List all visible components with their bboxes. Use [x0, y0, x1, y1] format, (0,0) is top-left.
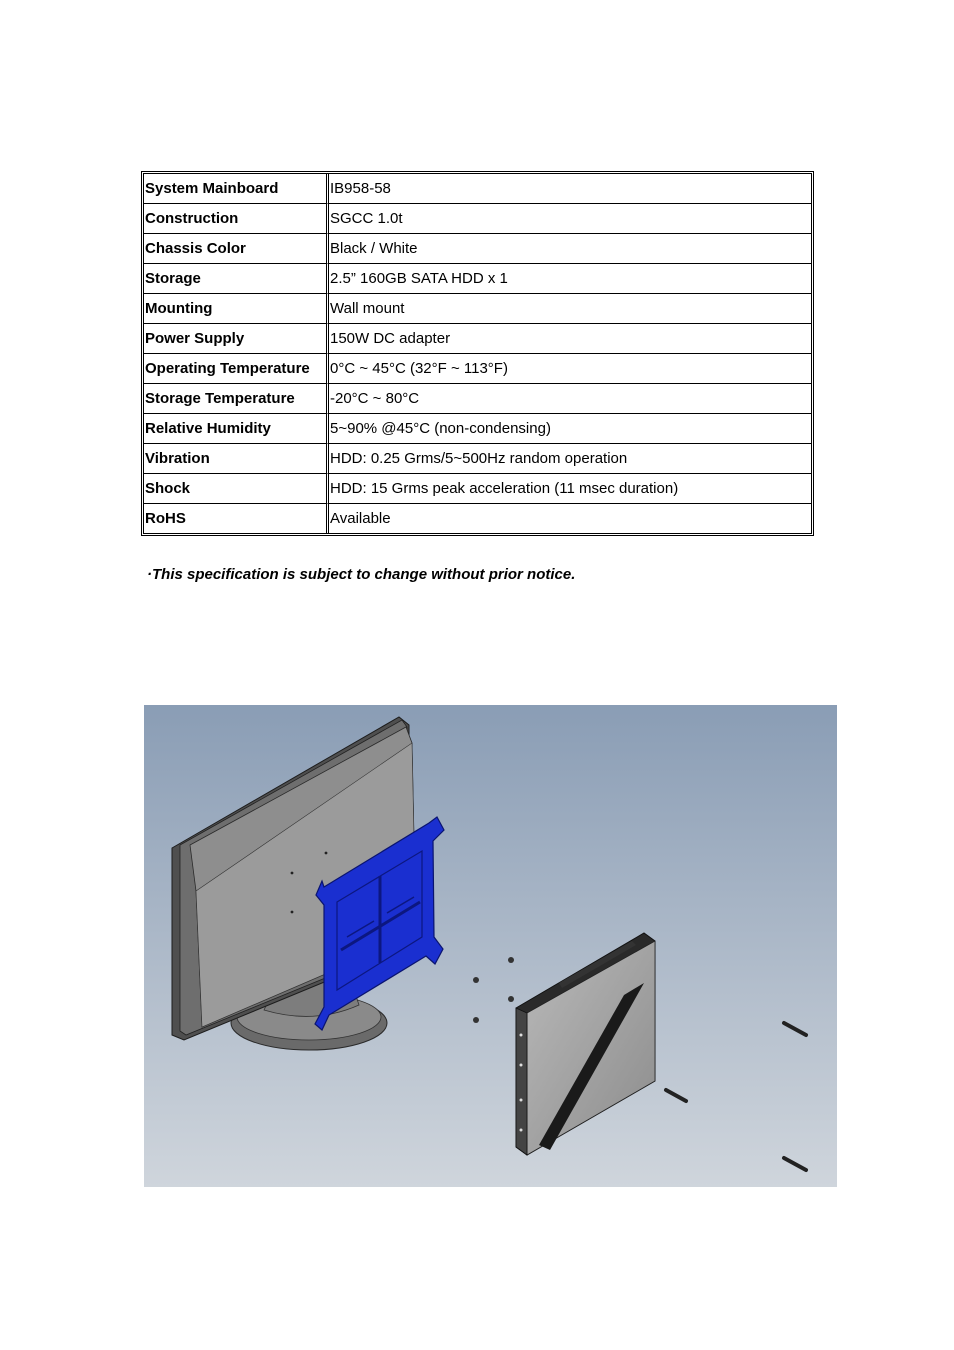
- spec-notice: ·This specification is subject to change without prior notice.: [147, 566, 576, 583]
- spec-label: Mounting: [144, 294, 329, 324]
- spec-value: -20°C ~ 80°C: [329, 384, 811, 414]
- spec-row-power-supply: [144, 324, 811, 354]
- spec-value: 2.5” 160GB SATA HDD x 1: [329, 264, 811, 294]
- spec-table: [143, 173, 812, 534]
- spec-row-shock: [144, 474, 811, 504]
- spec-row-relative-humidity: [144, 414, 811, 444]
- spec-value: SGCC 1.0t: [329, 204, 811, 234]
- spec-value: 5~90% @45°C (non-condensing): [329, 414, 811, 444]
- spec-row-system-mainboard: [144, 174, 811, 204]
- spec-label: Chassis Color: [144, 234, 329, 264]
- spec-label: System Mainboard: [144, 174, 329, 204]
- spec-value: Wall mount: [329, 294, 811, 324]
- spec-label: Vibration: [144, 444, 329, 474]
- spec-row-vibration: [144, 444, 811, 474]
- wall-mount-diagram: [144, 705, 837, 1187]
- spec-label: Storage: [144, 264, 329, 294]
- spec-value: HDD: 15 Grms peak acceleration (11 msec duration): [329, 474, 811, 504]
- spec-label: Storage Temperature: [144, 384, 329, 414]
- spec-row-operating-temperature: [144, 354, 811, 384]
- spec-label: RoHS: [144, 504, 329, 533]
- spec-label: Construction: [144, 204, 329, 234]
- spec-row-storage-temperature: [144, 384, 811, 414]
- spec-value: HDD: 0.25 Grms/5~500Hz random operation: [329, 444, 811, 474]
- spec-label: Operating Temperature: [144, 354, 329, 384]
- spec-value: IB958-58: [329, 174, 811, 204]
- spec-row-rohs: [144, 504, 811, 533]
- spec-value: Available: [330, 510, 391, 527]
- spec-value: 150W DC adapter: [329, 324, 811, 354]
- spec-value: Black / White: [329, 234, 811, 264]
- spec-label: Relative Humidity: [144, 414, 329, 444]
- spec-row-storage: [144, 264, 811, 294]
- spec-label: Shock: [144, 474, 329, 504]
- spec-row-construction: [144, 204, 811, 234]
- spec-value: 0°C ~ 45°C (32°F ~ 113°F): [329, 354, 811, 384]
- spec-label: Power Supply: [144, 324, 329, 354]
- wall-mount-illustration: [144, 705, 837, 1187]
- spec-row-chassis-color: [144, 234, 811, 264]
- spec-row-mounting: [144, 294, 811, 324]
